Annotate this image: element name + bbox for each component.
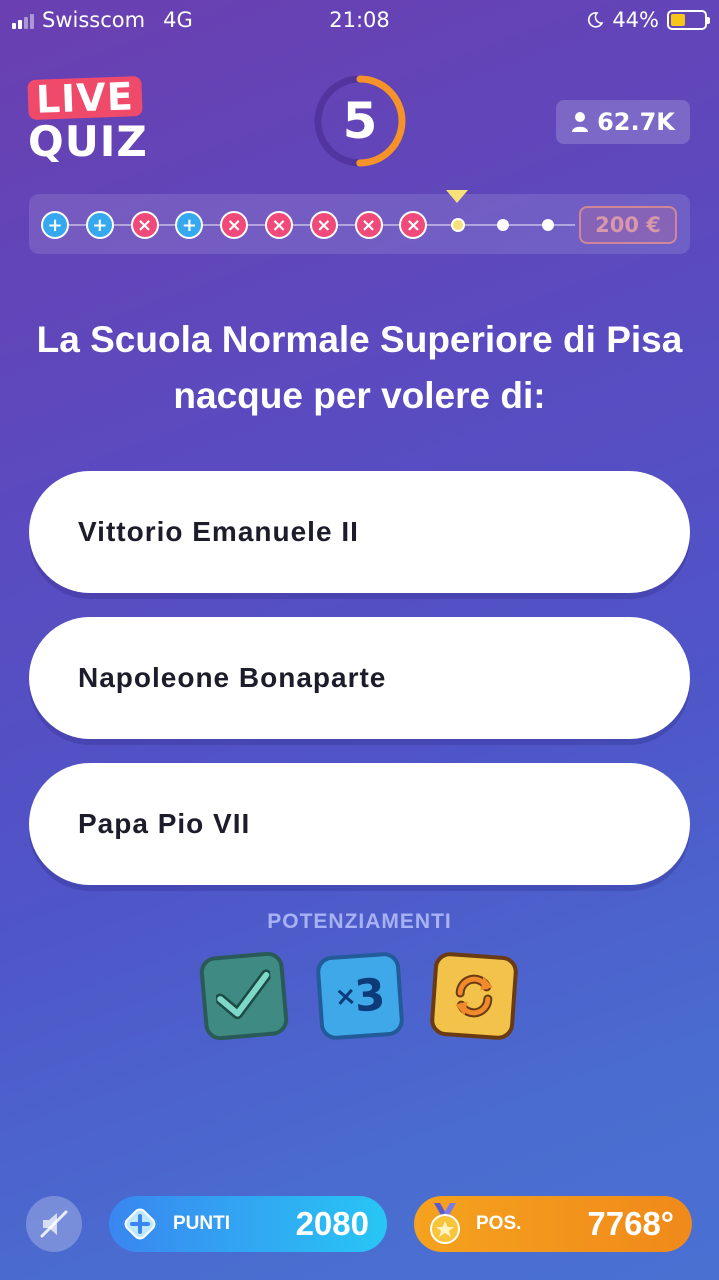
powerup-swap-button[interactable] xyxy=(429,951,519,1041)
progress-dot-wrong: × xyxy=(355,211,383,239)
battery-fill xyxy=(671,14,685,26)
clock: 21:08 xyxy=(329,8,390,32)
points-plus-icon xyxy=(121,1205,159,1243)
answer-option-2[interactable]: Napoleone Bonaparte xyxy=(29,617,690,739)
viewer-count-value: 62.7K xyxy=(597,108,675,136)
points-badge xyxy=(109,1196,387,1252)
countdown-timer xyxy=(313,74,407,168)
points-label: PUNTI xyxy=(173,1213,230,1234)
swap-icon xyxy=(444,966,504,1026)
plus-three-label: 3 xyxy=(352,968,387,1022)
question-progress xyxy=(29,194,690,254)
logo-live: LIVE xyxy=(27,76,142,120)
plus-three-icon: × xyxy=(333,981,358,1013)
logo-quiz: QUIZ xyxy=(28,117,148,166)
person-icon xyxy=(571,111,589,133)
prize-badge: 200 € xyxy=(579,206,677,244)
progress-dot-future xyxy=(497,219,509,231)
position-label: POS. xyxy=(476,1213,522,1234)
timer-seconds: 5 xyxy=(342,92,378,150)
mute-button[interactable] xyxy=(26,1196,82,1252)
battery-icon xyxy=(667,10,707,30)
powerup-plus-three-button[interactable] xyxy=(315,951,405,1041)
progress-dot-wrong: × xyxy=(265,211,293,239)
status-bar xyxy=(0,0,719,40)
points-value: 2080 xyxy=(295,1205,369,1242)
question-text: La Scuola Normale Superiore di Pisa nacque per volere di: xyxy=(36,319,683,416)
status-bar-right xyxy=(586,8,707,32)
powerups-title: POTENZIAMENTI xyxy=(267,910,452,933)
progress-dot-current xyxy=(451,218,465,232)
current-question-marker xyxy=(446,190,468,203)
network-type: 4G xyxy=(163,8,193,32)
progress-dot-wrong: × xyxy=(220,211,248,239)
live-quiz-logo xyxy=(28,74,148,166)
answer-option-1[interactable]: Vittorio Emanuele II xyxy=(29,471,690,593)
carrier-name: Swisscom xyxy=(42,8,146,32)
progress-dot-future xyxy=(542,219,554,231)
powerup-check-button[interactable] xyxy=(198,950,289,1041)
sound-off-icon xyxy=(37,1207,71,1241)
progress-dot-wrong: × xyxy=(310,211,338,239)
viewer-count xyxy=(556,100,690,144)
position-badge xyxy=(414,1196,692,1252)
answer-option-3[interactable]: Papa Pio VII xyxy=(29,763,690,885)
progress-dot-correct: + xyxy=(41,211,69,239)
progress-dot-wrong: × xyxy=(131,211,159,239)
progress-dot-wrong: × xyxy=(399,211,427,239)
position-value: 7768° xyxy=(587,1205,674,1242)
progress-dot-correct: + xyxy=(86,211,114,239)
moon-icon xyxy=(586,11,604,29)
progress-dot-correct: + xyxy=(175,211,203,239)
check-icon xyxy=(214,969,274,1024)
medal-icon xyxy=(424,1203,466,1245)
battery-percent: 44% xyxy=(612,8,659,32)
powerups-row xyxy=(198,950,528,1044)
